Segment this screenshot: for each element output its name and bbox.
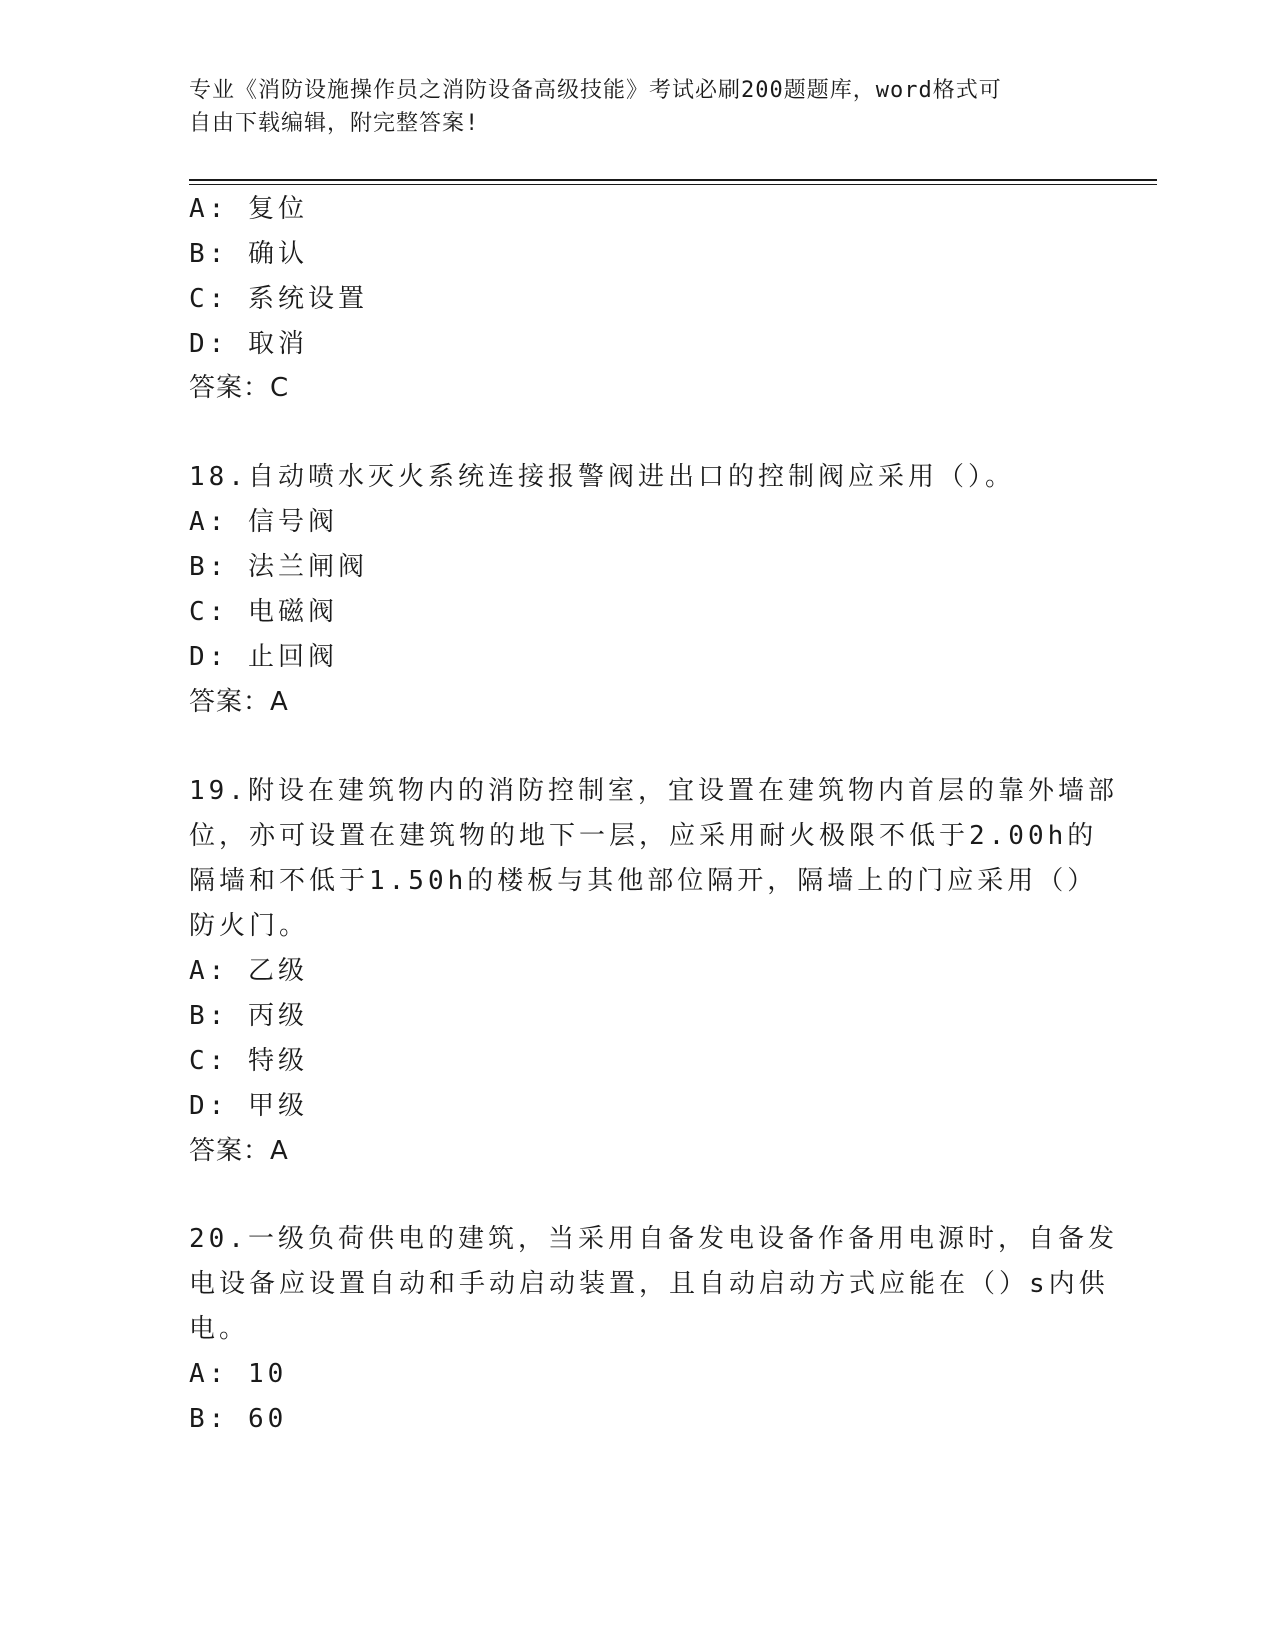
option-c: C: 特级 <box>189 1046 308 1076</box>
answer: 答案：A <box>189 687 289 717</box>
question-stem: 19.附设在建筑物内的消防控制室，宜设置在建筑物内首层的靠外墙部 <box>189 776 1118 806</box>
question-stem: 隔墙和不低于1.50h的楼板与其他部位隔开，隔墙上的门应采用（） <box>189 866 1098 896</box>
option-b: B: 确认 <box>189 239 308 269</box>
option-a: A: 信号阀 <box>189 507 338 537</box>
option-b: B: 法兰闸阀 <box>189 552 368 582</box>
document-header <box>189 74 1069 140</box>
answer: 答案：A <box>189 1136 289 1166</box>
option-c: C: 电磁阀 <box>189 597 338 627</box>
question-stem: 位，亦可设置在建筑物的地下一层，应采用耐火极限不低于2.00h的 <box>189 821 1098 851</box>
question-stem: 电设备应设置自动和手动启动装置，且自动启动方式应能在（）s内供 <box>189 1269 1109 1299</box>
header-line: 专业《消防设施操作员之消防设备高级技能》考试必刷200题题库，word格式可 <box>189 78 1002 103</box>
header-divider <box>189 179 1157 181</box>
question-stem: 电。 <box>189 1314 250 1344</box>
option-a: A: 10 <box>189 1359 288 1389</box>
header-line: 自由下载编辑，附完整答案! <box>189 111 480 136</box>
question-stem: 20.一级负荷供电的建筑，当采用自备发电设备作备用电源时，自备发 <box>189 1224 1118 1254</box>
option-c: C: 系统设置 <box>189 284 368 314</box>
question-stem: 防火门。 <box>189 911 310 941</box>
answer: 答案：C <box>189 373 290 403</box>
option-a: A: 复位 <box>189 194 308 224</box>
option-a: A: 乙级 <box>189 956 308 986</box>
option-d: D: 甲级 <box>189 1091 308 1121</box>
option-d: D: 止回阀 <box>189 642 338 672</box>
question-stem: 18.自动喷水灭火系统连接报警阀进出口的控制阀应采用（）。 <box>189 462 1015 492</box>
option-b: B: 丙级 <box>189 1001 308 1031</box>
option-b: B: 60 <box>189 1404 288 1434</box>
option-d: D: 取消 <box>189 329 308 359</box>
header-divider-thin <box>189 184 1157 185</box>
